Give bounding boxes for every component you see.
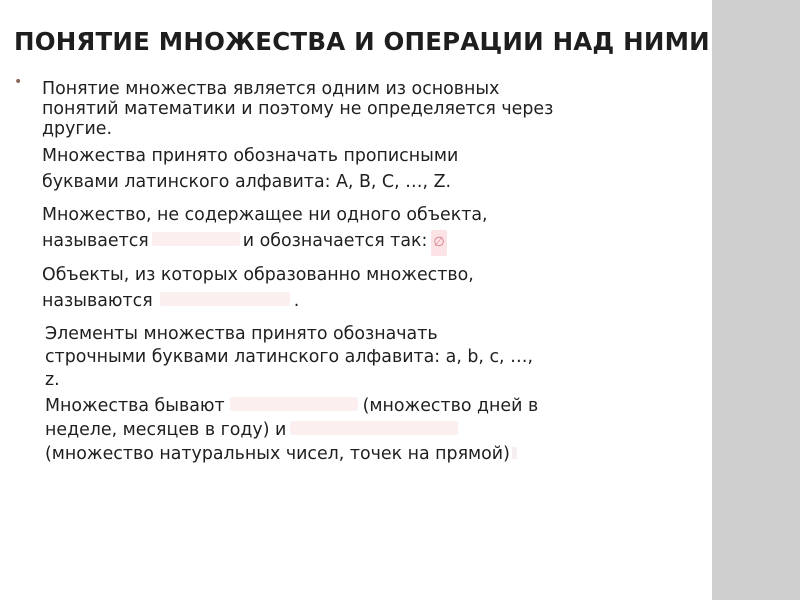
text-line: строчными буквами латинского алфавита: a, b, c, …, bbox=[45, 347, 534, 367]
text-line: Элементы множества принято обозначать bbox=[45, 324, 438, 344]
paragraph-set-kinds bbox=[45, 394, 538, 466]
hidden-term-blank bbox=[290, 421, 458, 435]
text-line: Объекты, из которых образованно множество, bbox=[42, 265, 474, 285]
paragraph-element-notation bbox=[45, 323, 533, 392]
text-line bbox=[45, 442, 538, 466]
text-fragment: называются bbox=[42, 291, 153, 311]
text-line: буквами латинского алфавита: A, B, C, …, Z. bbox=[42, 172, 452, 192]
paragraph-empty-set bbox=[42, 202, 488, 256]
text-line: Понятие множества является одним из основных bbox=[42, 79, 500, 99]
hidden-term-blank bbox=[152, 232, 240, 246]
text-line bbox=[42, 288, 474, 314]
paragraph-elements bbox=[42, 262, 474, 314]
text-line: понятий математики и поэтому не определяется через bbox=[42, 99, 554, 119]
text-line: z. bbox=[45, 370, 60, 390]
empty-set-symbol: ∅ bbox=[431, 230, 446, 256]
paragraph-set-notation bbox=[42, 143, 458, 195]
paragraph-set-definition bbox=[42, 79, 553, 139]
text-fragment: называется bbox=[42, 231, 149, 251]
text-line bbox=[42, 228, 488, 256]
right-side-band bbox=[712, 0, 800, 600]
text-fragment: Множества бывают bbox=[45, 396, 225, 416]
text-fragment: и обозначается так: bbox=[242, 231, 428, 251]
text-fragment: (множество дней в bbox=[362, 396, 539, 416]
text-line: Множество, не содержащее ни одного объекта, bbox=[42, 205, 488, 225]
text-line bbox=[45, 418, 538, 442]
text-fragment: . bbox=[293, 291, 300, 311]
text-fragment: неделе, месяцев в году) и bbox=[45, 420, 287, 440]
bullet-marker: • bbox=[14, 74, 23, 90]
text-fragment: (множество натуральных чисел, точек на прямой) bbox=[45, 444, 510, 464]
text-line: другие. bbox=[42, 119, 113, 139]
text-line bbox=[45, 394, 538, 418]
hidden-term-mark bbox=[512, 447, 517, 459]
hidden-term-blank bbox=[230, 397, 358, 411]
hidden-term-blank bbox=[160, 292, 290, 306]
slide-title: ПОНЯТИЕ МНОЖЕСТВА И ОПЕРАЦИИ НАД НИМИ bbox=[14, 27, 710, 56]
text-line: Множества принято обозначать прописными bbox=[42, 146, 459, 166]
